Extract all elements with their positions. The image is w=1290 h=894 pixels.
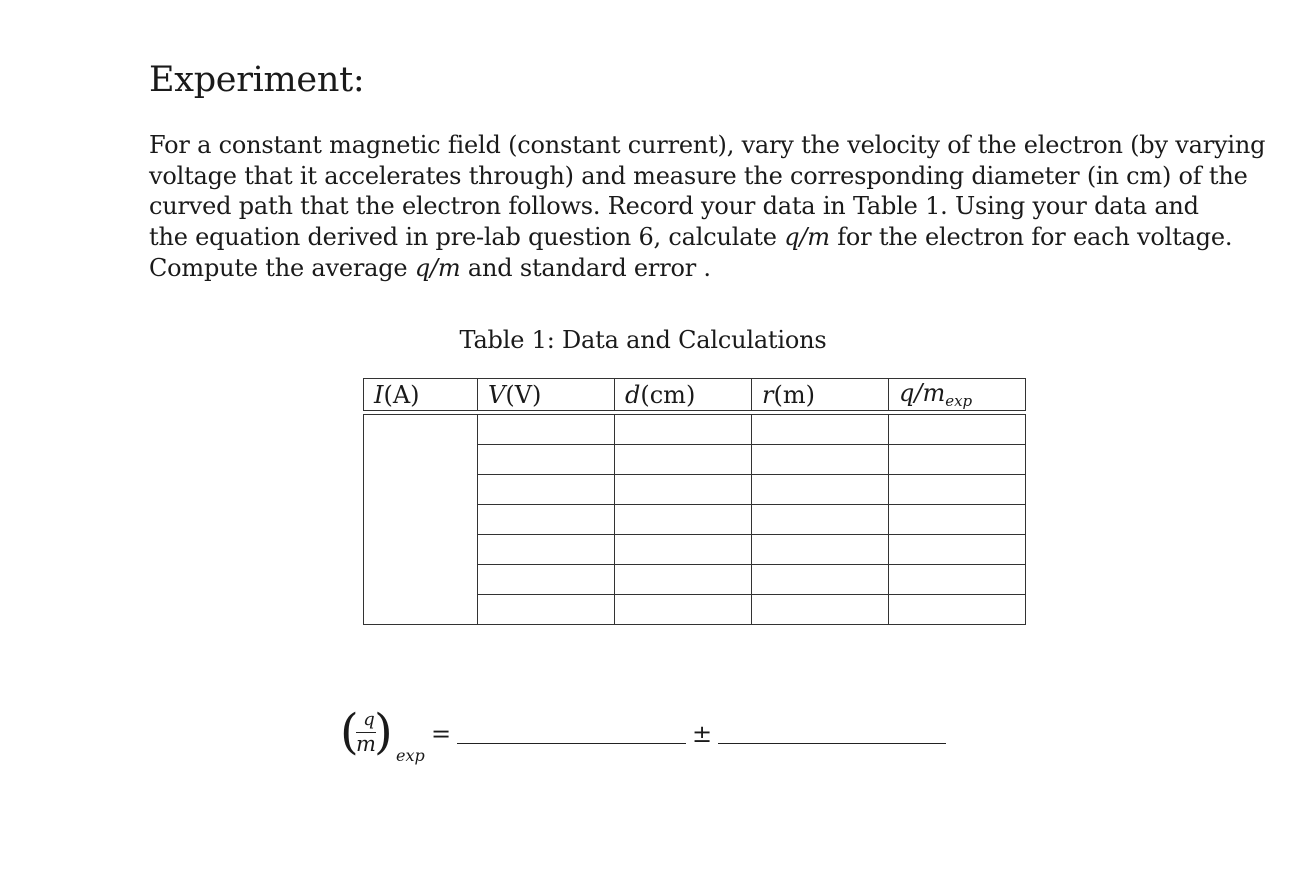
paragraph-line bbox=[149, 253, 1137, 284]
section-heading: Experiment: bbox=[149, 60, 365, 100]
diameter-cell[interactable] bbox=[615, 445, 752, 475]
qm-cell[interactable] bbox=[889, 475, 1026, 505]
voltage-cell[interactable] bbox=[478, 595, 615, 625]
left-paren: ( bbox=[340, 704, 359, 760]
voltage-cell[interactable] bbox=[478, 505, 615, 535]
paragraph-text: the equation derived in pre-lab question 6, calculate bbox=[149, 223, 785, 252]
paragraph-text: and standard error . bbox=[460, 253, 711, 282]
qm-cell[interactable] bbox=[889, 505, 1026, 535]
voltage-cell[interactable] bbox=[478, 535, 615, 565]
radius-cell[interactable] bbox=[752, 415, 889, 445]
table-row bbox=[364, 415, 1026, 445]
instructions-paragraph bbox=[149, 130, 1266, 284]
qm-symbol: q/m bbox=[414, 253, 461, 282]
error-blank[interactable] bbox=[718, 743, 946, 744]
diameter-cell[interactable] bbox=[615, 595, 752, 625]
voltage-cell[interactable] bbox=[478, 475, 615, 505]
header-current: I(A) bbox=[364, 379, 478, 411]
qm-cell[interactable] bbox=[889, 535, 1026, 565]
equals-sign: = bbox=[431, 720, 452, 748]
diameter-cell[interactable] bbox=[615, 415, 752, 445]
paragraph-line: curved path that the electron follows. Record your data in Table 1. Using your data and bbox=[149, 192, 1199, 221]
qm-symbol: q/m bbox=[784, 223, 830, 252]
voltage-cell[interactable] bbox=[478, 565, 615, 595]
paragraph-text: for the electron for each voltage. bbox=[829, 223, 1233, 252]
voltage-cell[interactable] bbox=[478, 445, 615, 475]
radius-cell[interactable] bbox=[752, 445, 889, 475]
qm-cell[interactable] bbox=[889, 445, 1026, 475]
radius-cell[interactable] bbox=[752, 595, 889, 625]
paragraph-line: For a constant magnetic field (constant current), vary the velocity of the electron (by varying bbox=[149, 131, 1266, 159]
fraction-denominator: m bbox=[356, 732, 376, 756]
fraction-numerator: q bbox=[363, 709, 375, 730]
current-cell[interactable] bbox=[364, 415, 478, 625]
radius-cell[interactable] bbox=[752, 505, 889, 535]
voltage-cell[interactable] bbox=[478, 415, 615, 445]
header-radius: r(m) bbox=[752, 379, 889, 411]
radius-cell[interactable] bbox=[752, 535, 889, 565]
paragraph-text: Compute the average bbox=[149, 253, 415, 282]
data-table bbox=[363, 378, 1026, 625]
average-blank[interactable] bbox=[457, 743, 686, 744]
header-voltage: V(V) bbox=[478, 379, 615, 411]
plus-minus-sign: ± bbox=[692, 720, 713, 748]
table-header-row bbox=[364, 379, 1026, 411]
right-paren: ) bbox=[374, 704, 393, 760]
diameter-cell[interactable] bbox=[615, 505, 752, 535]
radius-cell[interactable] bbox=[752, 475, 889, 505]
diameter-cell[interactable] bbox=[615, 565, 752, 595]
result-equation bbox=[340, 706, 960, 766]
header-diameter: d(cm) bbox=[615, 379, 752, 411]
diameter-cell[interactable] bbox=[615, 535, 752, 565]
qm-cell[interactable] bbox=[889, 415, 1026, 445]
diameter-cell[interactable] bbox=[615, 475, 752, 505]
paragraph-line: voltage that it accelerates through) and measure the corresponding diameter (in cm) of the bbox=[149, 161, 1248, 190]
qm-cell[interactable] bbox=[889, 595, 1026, 625]
table-caption: Table 1: Data and Calculations bbox=[459, 326, 827, 354]
qm-cell[interactable] bbox=[889, 565, 1026, 595]
header-qm: $q/m_{exp}$ bbox=[889, 379, 1026, 411]
result-subscript: exp bbox=[396, 746, 425, 765]
paragraph-line bbox=[149, 222, 1233, 253]
radius-cell[interactable] bbox=[752, 565, 889, 595]
